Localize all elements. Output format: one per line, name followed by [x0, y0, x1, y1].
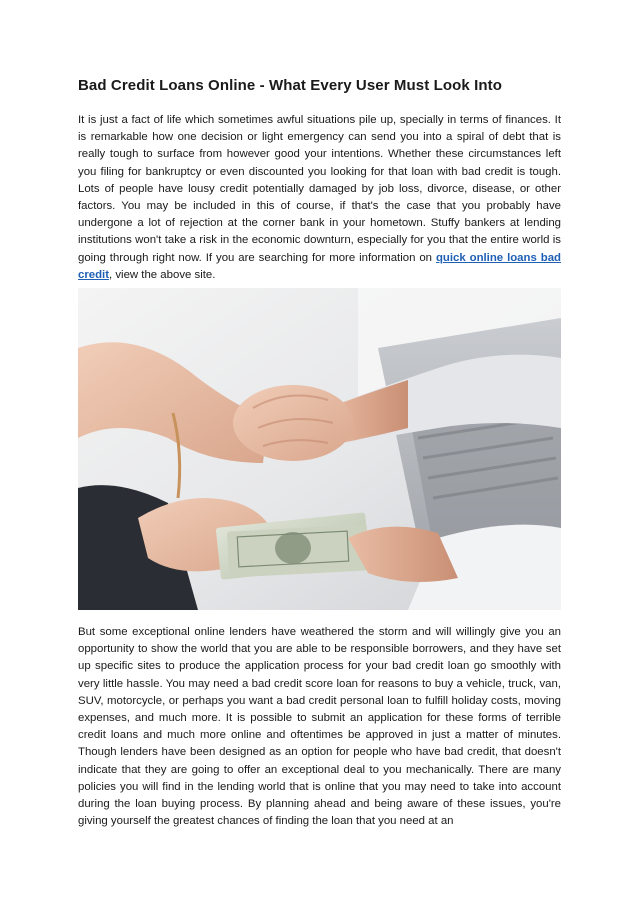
quick-loans-link[interactable]: quick online loans bad credit: [78, 251, 561, 281]
intro-paragraph: [78, 112, 561, 284]
handshake-money-photo: [78, 288, 561, 610]
intro-text: It is just a fact of life which sometimes awful situations pile up, specially in terms of finances. It is remarkable how one decision or light emergency can send you into a spiral of debt that is really tough to surface from however good your intentions. Whether these circumstances left you filing for bankruptcy or even discounted you looking for that loan with bad credit is tough. Lots of people have lousy credit potentially damaged by job loss, divorce, disease, or other factors. You may be included in this of course, if that's the case that you probably have undergone a lot of rejection at the corner bank in your hometown. Stuffy bankers at lending institutions won't take a risk in the economic downturn, especially for you that the entire world is going through right now. If you are searching for more information on: [78, 114, 561, 264]
body-paragraph: But some exceptional online lenders have weathered the storm and will willingly give you an opportunity to show the world that you are able to be responsible borrowers, and they have set up specific sites to produce the application process for your bad credit loan go smoothly with very little hassle. You may need a bad credit score loan for reasons to buy a vehicle, truck, van, SUV, motorcycle, or perhaps you want a bad credit personal loan to fulfill holiday costs, moving expenses, and much more. It is possible to submit an application for these forms of terrible credit loans and much more online and oftentimes be approved in just a matter of minutes. Though lenders have been designed as an option for people who have bad credit, that doesn't indicate that they are going to offer an exceptional deal to you mechanically. There are many policies you will find in the lending world that is online that you may need to take into account during the loan buying process. By planning ahead and being aware of these issues, you're giving yourself the greatest chances of finding the loan that you need at an: [78, 626, 561, 828]
page-title: Bad Credit Loans Online - What Every User Must Look Into: [78, 77, 502, 94]
intro-text-end: , view the above site.: [109, 268, 216, 281]
